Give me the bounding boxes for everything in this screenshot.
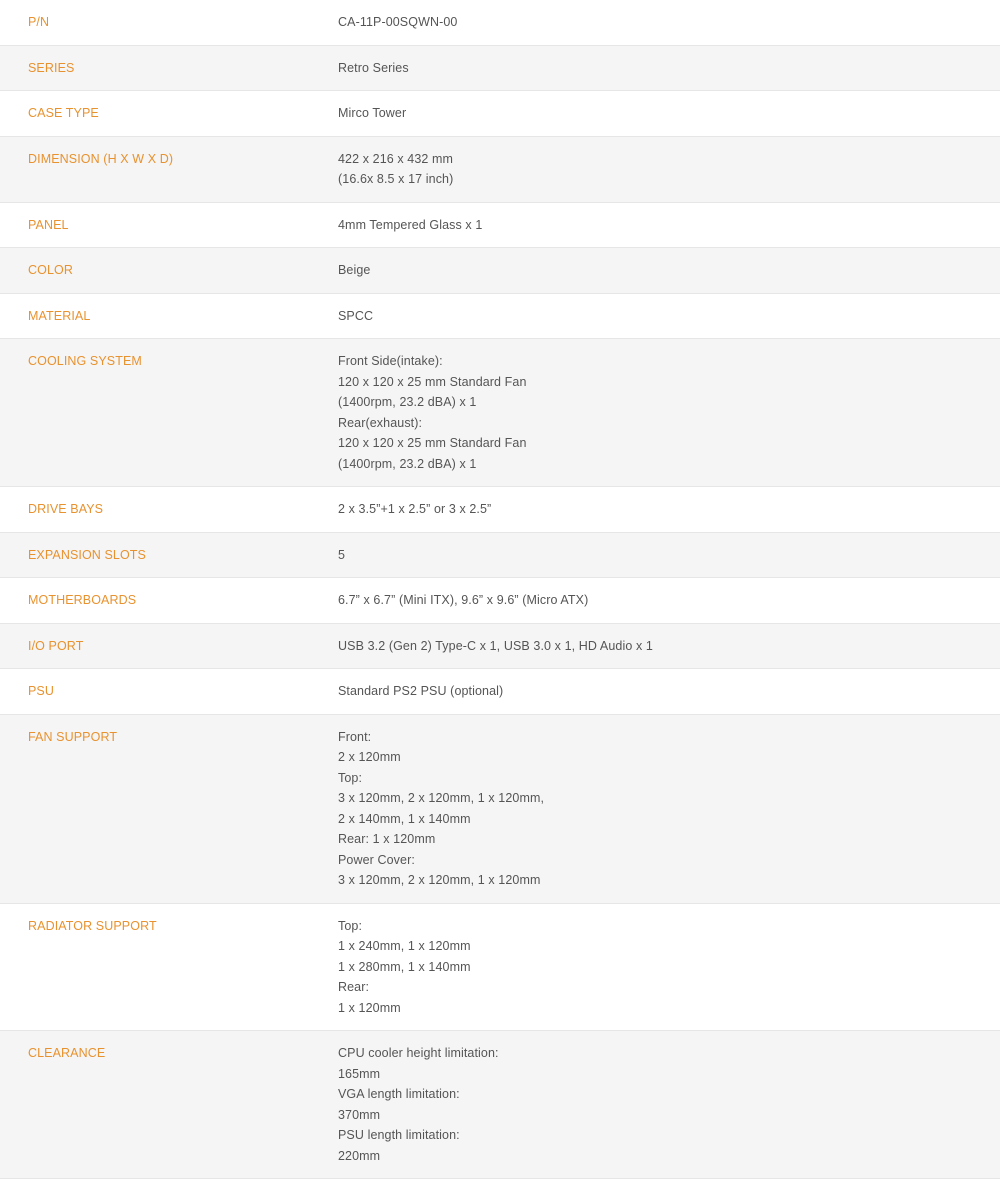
- spec-value-line: SPCC: [338, 308, 374, 323]
- spec-value: [338, 136, 1000, 202]
- spec-value: [338, 1031, 1000, 1179]
- spec-value-line: Standard PS2 PSU (optional): [338, 684, 504, 698]
- spec-label: DIMENSION (H X W X D): [28, 151, 174, 166]
- spec-value-line: Rear:: [338, 980, 370, 994]
- spec-value-line: 5: [338, 547, 346, 562]
- spec-value-line: 2 x 120mm: [338, 750, 401, 764]
- spec-value-line: 4mm Tempered Glass x 1: [338, 217, 483, 232]
- spec-value-line: 6.7” x 6.7” (Mini ITX), 9.6” x 9.6” (Micro ATX): [338, 593, 589, 607]
- spec-label: PSU: [28, 684, 55, 698]
- spec-label: RADIATOR SUPPORT: [28, 918, 157, 933]
- spec-value-line: Rear(exhaust):: [338, 415, 423, 430]
- spec-value-line: 1 x 280mm, 1 x 140mm: [338, 959, 471, 974]
- spec-value: [338, 0, 1000, 45]
- spec-value-line: (16.6x 8.5 x 17 inch): [338, 172, 454, 186]
- spec-value: [338, 202, 1000, 248]
- spec-value-line: Top:: [338, 918, 363, 933]
- spec-value-line: 1 x 120mm: [338, 1000, 401, 1015]
- spec-value-line: (1400rpm, 23.2 dBA) x 1: [338, 395, 477, 409]
- table-row: [0, 339, 1000, 487]
- spec-value: [338, 903, 1000, 1031]
- spec-value-line: 370mm: [338, 1107, 381, 1122]
- spec-label: CASE TYPE: [28, 106, 99, 120]
- spec-value-line: Rear: 1 x 120mm: [338, 832, 436, 846]
- table-row: [0, 669, 1000, 715]
- spec-value-line: 120 x 120 x 25 mm Standard Fan: [338, 436, 527, 450]
- spec-value-line: Front Side(intake):: [338, 354, 443, 368]
- spec-value-line: Retro Series: [338, 60, 409, 75]
- table-row: [0, 578, 1000, 624]
- spec-value-line: Front:: [338, 729, 372, 744]
- spec-label: PANEL: [28, 217, 69, 232]
- spec-label: I/O PORT: [28, 638, 84, 653]
- spec-value-line: USB 3.2 (Gen 2) Type-C x 1, USB 3.0 x 1, HD Audio x 1: [338, 638, 653, 653]
- spec-value: [338, 45, 1000, 91]
- spec-value-line: Power Cover:: [338, 852, 415, 867]
- spec-label: COOLING SYSTEM: [28, 354, 142, 368]
- table-row: [0, 0, 1000, 45]
- spec-value-line: CA-11P-00SQWN-00: [338, 15, 458, 29]
- spec-value-line: 2 x 3.5”+1 x 2.5” or 3 x 2.5”: [338, 502, 492, 516]
- spec-value-line: 1 x 240mm, 1 x 120mm: [338, 939, 471, 953]
- table-row: [0, 91, 1000, 137]
- spec-label: FAN SUPPORT: [28, 729, 118, 744]
- spec-value-line: 165mm: [338, 1066, 381, 1081]
- spec-value: [338, 578, 1000, 624]
- spec-value: [338, 487, 1000, 533]
- spec-value-line: 120 x 120 x 25 mm Standard Fan: [338, 374, 527, 389]
- table-row: [0, 532, 1000, 578]
- table-row: [0, 202, 1000, 248]
- spec-value-line: (1400rpm, 23.2 dBA) x 1: [338, 456, 477, 471]
- spec-value-line: 3 x 120mm, 2 x 120mm, 1 x 120mm: [338, 873, 541, 887]
- table-row: [0, 293, 1000, 339]
- spec-value-line: PSU length limitation:: [338, 1128, 460, 1142]
- spec-value-line: VGA length limitation:: [338, 1087, 460, 1101]
- spec-label: MOTHERBOARDS: [28, 593, 137, 607]
- spec-value-line: 220mm: [338, 1148, 381, 1163]
- spec-value-line: 422 x 216 x 432 mm: [338, 151, 454, 166]
- spec-value-line: Mirco Tower: [338, 106, 407, 120]
- spec-label: P/N: [28, 15, 50, 29]
- spec-value: [338, 714, 1000, 903]
- table-row: [0, 623, 1000, 669]
- spec-value-line: Beige: [338, 263, 371, 277]
- table-row: [0, 136, 1000, 202]
- spec-label: COLOR: [28, 263, 73, 277]
- table-row: [0, 714, 1000, 903]
- table-row: [0, 248, 1000, 294]
- spec-value: [338, 339, 1000, 487]
- spec-label: MATERIAL: [28, 308, 91, 323]
- spec-label: SERIES: [28, 60, 75, 75]
- spec-value: [338, 669, 1000, 715]
- spec-value-line: CPU cooler height limitation:: [338, 1046, 499, 1060]
- spec-label: DRIVE BAYS: [28, 502, 104, 516]
- table-row: [0, 1031, 1000, 1179]
- spec-value: [338, 623, 1000, 669]
- spec-value: [338, 293, 1000, 339]
- spec-value: [338, 91, 1000, 137]
- spec-value-line: 2 x 140mm, 1 x 140mm: [338, 811, 471, 826]
- spec-value: [338, 248, 1000, 294]
- spec-value-line: Top:: [338, 770, 363, 785]
- spec-label: CLEARANCE: [28, 1046, 106, 1060]
- table-row: [0, 903, 1000, 1031]
- spec-label: EXPANSION SLOTS: [28, 547, 146, 562]
- spec-value-line: 3 x 120mm, 2 x 120mm, 1 x 120mm,: [338, 791, 545, 805]
- spec-value: [338, 532, 1000, 578]
- table-row: [0, 487, 1000, 533]
- table-row: [0, 45, 1000, 91]
